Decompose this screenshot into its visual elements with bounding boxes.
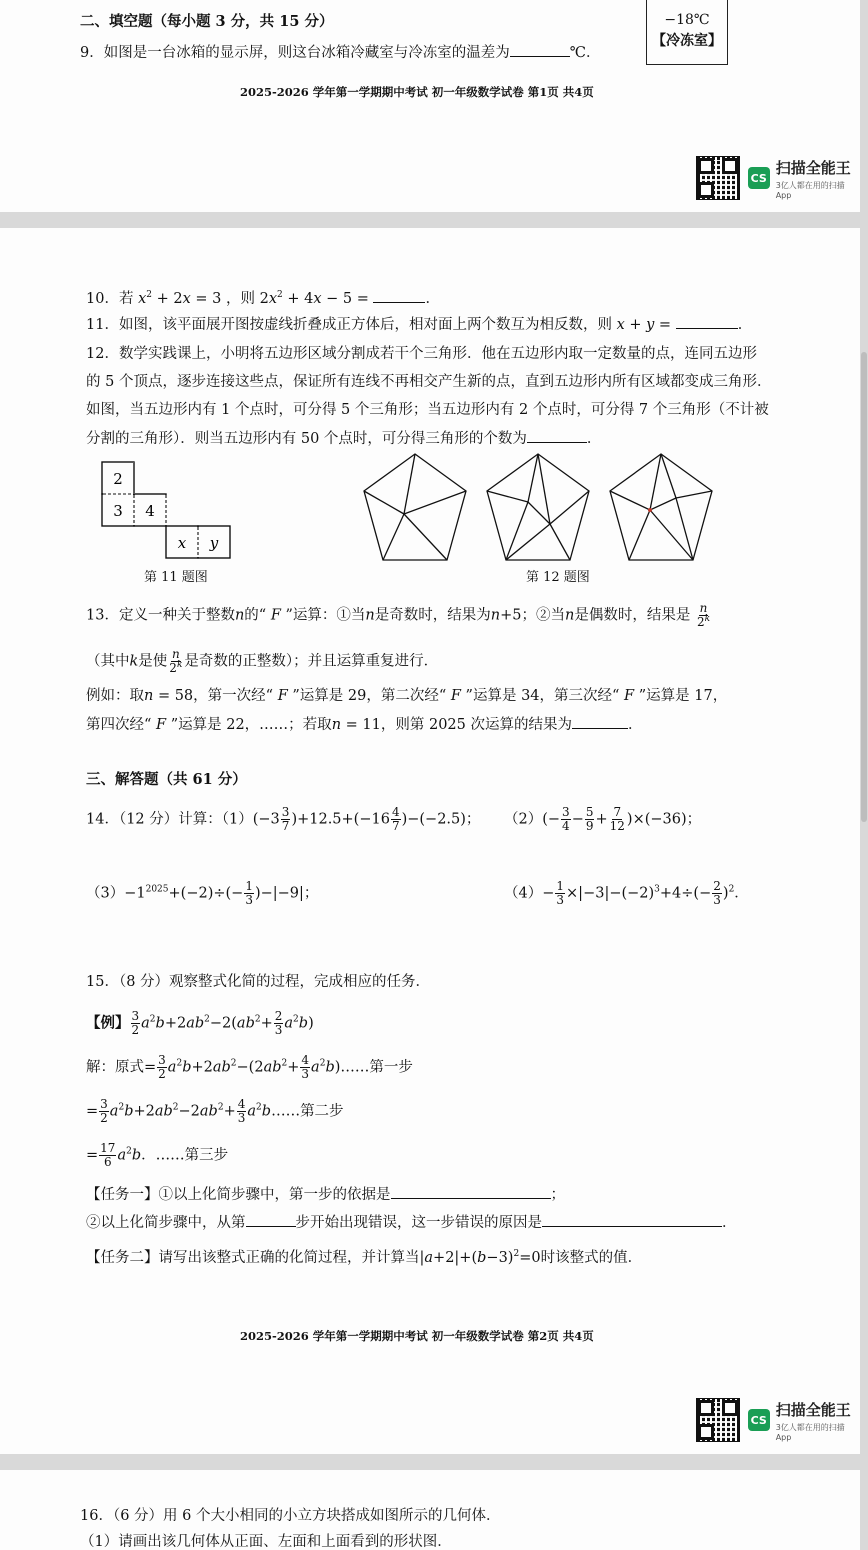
scanner-watermark: CS 扫描全能王 3亿人都在用的扫描App [696,156,860,200]
camscanner-logo-icon: CS [748,1409,770,1431]
question-9: 9．如图是一台冰箱的显示屏，则这台冰箱冷藏室与冷冻室的温差为 ℃． [80,42,600,63]
page-footer: 2025-2026 学年第一学期期中考试 初一年级数学试卷 第2页 共4页 [240,1329,594,1343]
question-13-line-3: 例如：取n = 58，第一次经“ F ”运算是 29，第二次经“ F ”运算是 34，第三次经“ F ”运算是 17， [86,688,728,704]
page-footer: 2025-2026 学年第一学期期中考试 初一年级数学试卷 第1页 共4页 [240,85,594,99]
answer-blank [542,1212,722,1227]
question-15-heading: 15．（8 分）观察整式化简的过程，完成相应的任务． [86,974,431,990]
question-10: 10．若 $x^2 + 2x = 3$ ，则 $2x^2 + 4x - 5$ = ． [86,288,440,309]
figure-11-caption: 第 11 题图 [144,570,208,585]
exam-page-3 [0,1470,860,1550]
question-12-line-1: 12．数学实践课上，小明将五边形区域分割成若干个三角形．他在五边形内取一定数量的点，连同五边形 [86,346,757,362]
question-15-task-1b: ②以上化简步骤中，从第 步开始出现错误，这一步错误的原因是 ． [86,1212,737,1233]
question-12-line-3: 如图，当五边形内有 1 个点时，可分得 5 个三角形；当五边形内有 2 个点时，可分得 7 个三角形（不计被 [86,402,769,418]
answer-blank [510,42,570,57]
net-label: 4 [145,502,155,520]
camscanner-logo-icon: CS [748,167,770,189]
question-11: 11．如图，该平面展开图按虚线折叠成正方体后，相对面上两个数互为相反数，则 x + y = ． [86,314,752,335]
answer-blank [572,714,628,729]
question-15-solution-step-3: = $\frac{17}{6}$ $a^2b$．……第三步 [86,1141,229,1169]
answer-blank [391,1184,551,1199]
answer-blank [527,428,587,443]
question-13-line-2: （其中k是使 $\frac{n}{2^k}$ 是奇数的正整数）；并且运算重复进行． [86,647,439,675]
scrollbar[interactable] [861,352,867,822]
qr-code-icon [696,156,740,200]
net-label: 2 [113,470,123,488]
interior-point [648,508,652,512]
question-16-sub-1: （1）请画出该几何体从正面、左面和上面看到的形状图． [80,1534,452,1550]
section-2-heading: 二、填空题（每小题 3 分，共 15 分） [80,13,334,30]
question-14-part-1: 14．（12 分）计算：（1）(−3 $\frac{3}{7}$ )+12.5+(−16 $\frac{4}{7}$ )−(−2.5)； [86,805,481,833]
question-13-line-4: 第四次经“ F ”运算是 22，……；若取n = 11，则第 2025 次运算的结果为 ． [86,714,642,735]
net-label: 3 [113,502,123,520]
question-14-part-4: （4）− $\frac{1}{3}$ $\times|-3|-(-2)^3+4\div(-$ $\frac{2}{3}$ )$^2$． [504,879,749,907]
scanner-watermark: CS 扫描全能王 3亿人都在用的扫描App [696,1398,860,1442]
question-12-line-4: 分割的三角形）．则当五边形内有 50 个点时，可分得三角形的个数为 ． [86,428,601,449]
cube-net-figure [100,460,240,560]
net-label: y [209,534,219,552]
question-15-task-1a: 【任务一】①以上化简步骤中，第一步的依据是 ； [86,1184,565,1205]
figure-12-caption: 第 12 题图 [526,570,590,585]
answer-blank [676,314,738,329]
question-14-part-3: $(3)-1^{2025}+(-2)\div(-$ $\frac{1}{3}$ )−|−9|； [86,879,319,907]
question-16: 16．（6 分）用 6 个大小相同的小立方块搭成如图所示的几何体． [80,1508,501,1524]
question-13-line-1: 13．定义一种关于整数n的“ F ”运算：①当n是奇数时，结果为n+5；②当n是偶数时，结果是 $\frac{n}{2^k}$ [86,601,711,629]
exam-page-1 [0,0,860,212]
question-15-example: 【例】 $\frac{3}{2}$ $a^2b+2ab^2-2(ab^2+$ $\frac{2}{3}$ $a^2b$) [86,1009,314,1037]
fridge-display: −18℃ 【冷冻室】 [646,0,728,65]
question-12-line-2: 的 5 个顶点，逐步连接这些点，保证所有连线不再相交产生新的点，直到五边形内所有区域都变成三角形． [86,374,772,390]
answer-blank [246,1212,296,1227]
question-15-task-2: 【任务二】请写出该整式正确的化简过程，并计算当$|a+2|+(b-3)^2=0$时该整式的值． [86,1249,643,1266]
pentagon-figures [360,450,750,566]
qr-code-icon [696,1398,740,1442]
exam-page-2 [0,228,860,1454]
net-label: x [177,534,187,552]
answer-blank [373,288,425,303]
question-14-part-2: （2）(− $\frac{3}{4}$ − $\frac{5}{9}$ + $\frac{7}{12}$ )×(−36)； [504,805,702,833]
question-15-solution-step-2: = $\frac{3}{2}$ $a^2b+2ab^2-2ab^2+$ $\frac{4}{3}$ $a^2b\dots\dots$第二步 [86,1097,344,1125]
section-3-heading: 三、解答题（共 61 分） [86,771,247,788]
question-15-solution-step-1: 解：原式= $\frac{3}{2}$ $a^2b+2ab^2-(2ab^2+$ $\frac{4}{3}$ $a^2b)\dots\dots$第一步 [86,1053,413,1081]
